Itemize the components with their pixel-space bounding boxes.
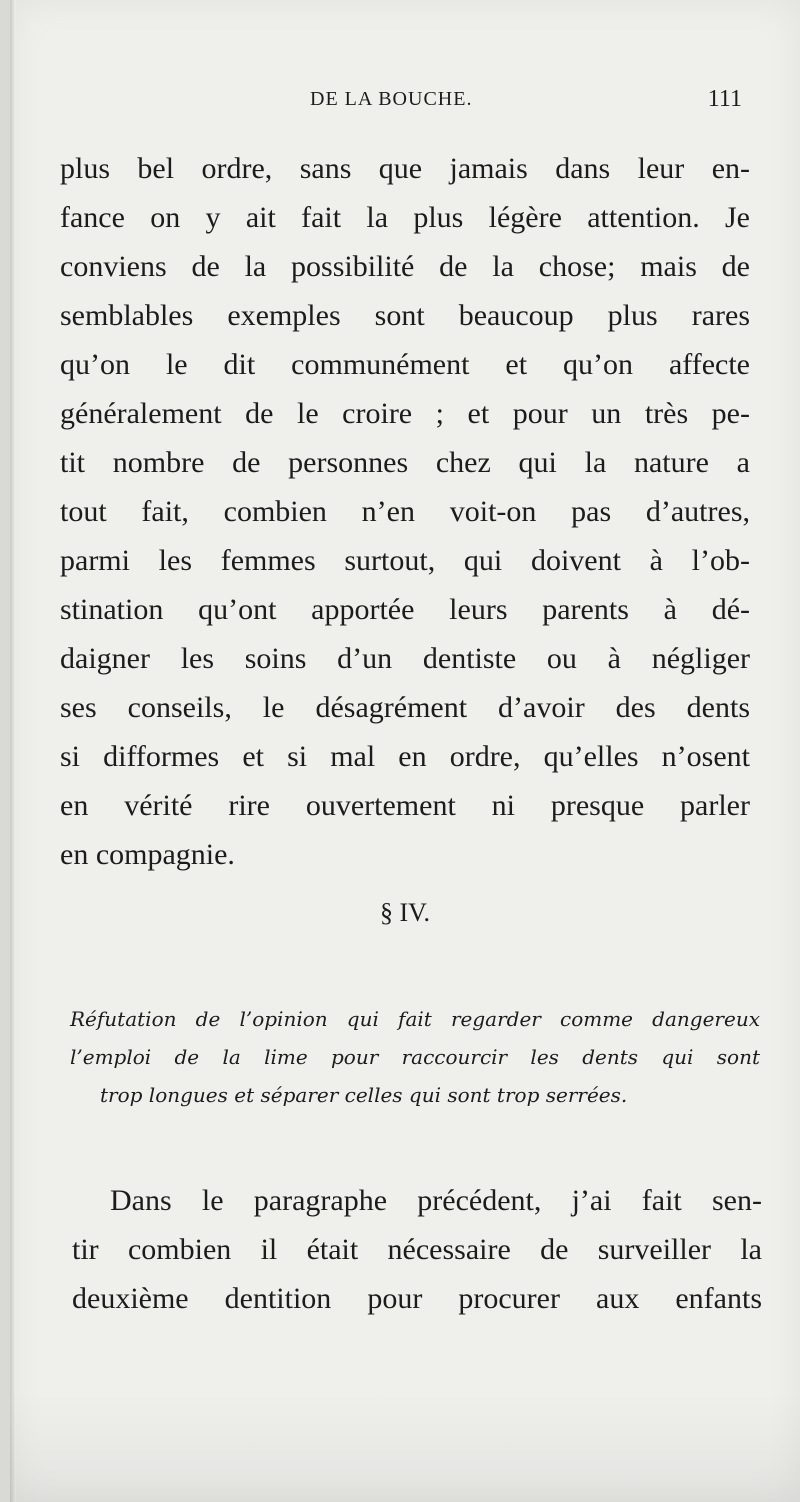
book-page	[10, 0, 800, 1502]
section-heading: § IV.	[379, 898, 431, 927]
text-line: Dans le paragraphe précédent, j’ai fait sen-	[110, 1184, 762, 1217]
page-edge	[10, 0, 16, 1502]
text-line: conviens de la possibilité de la chose; mais de	[60, 250, 750, 283]
page-number: 111	[707, 86, 742, 112]
summary-line: trop longues et séparer celles qui sont trop serrées.	[100, 1083, 628, 1107]
text-line: tit nombre de personnes chez qui la nature a	[60, 446, 750, 479]
paragraph-2	[72, 1176, 762, 1323]
text-line: deuxième dentition pour procurer aux enfants	[72, 1282, 762, 1315]
text-line: tir combien il était nécessaire de surveiller la	[72, 1233, 762, 1266]
paragraph-1	[60, 144, 750, 879]
page-header	[60, 82, 750, 118]
text-line: ses conseils, le désagrément d’avoir des dents	[60, 691, 750, 724]
summary-line: l’emploi de la lime pour raccourcir les dents qui sont	[70, 1045, 760, 1069]
text-line: qu’on le dit communément et qu’on affecte	[60, 348, 750, 381]
section-summary	[70, 1000, 760, 1114]
running-head: DE LA BOUCHE.	[310, 88, 473, 110]
text-line: tout fait, combien n’en voit-on pas d’autres,	[60, 495, 750, 528]
text-line: daigner les soins d’un dentiste ou à négliger	[60, 642, 750, 675]
text-line: généralement de le croire ; et pour un très pe-	[60, 397, 750, 430]
text-line: en vérité rire ouvertement ni presque parler	[60, 789, 750, 822]
summary-line: Réfutation de l’opinion qui fait regarder comme dangereux	[70, 1007, 760, 1031]
text-line: plus bel ordre, sans que jamais dans leur en-	[60, 152, 750, 185]
text-line: stination qu’ont apportée leurs parents à dé-	[60, 593, 750, 626]
text-line: fance on y ait fait la plus légère attention. Je	[60, 201, 750, 234]
text-line: parmi les femmes surtout, qui doivent à l’ob-	[60, 544, 750, 577]
text-line: en compagnie.	[60, 838, 235, 871]
text-line: si difformes et si mal en ordre, qu’elles n’osent	[60, 740, 750, 773]
text-line: semblables exemples sont beaucoup plus rares	[60, 299, 750, 332]
page-foot-shadow	[10, 1392, 800, 1502]
